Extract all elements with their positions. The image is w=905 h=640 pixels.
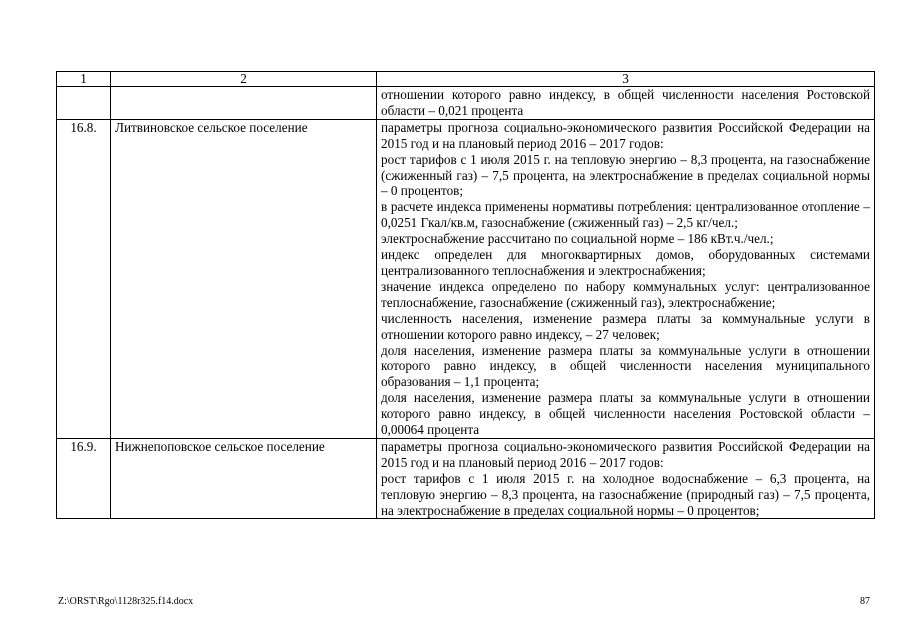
description-paragraph: в расчете индекса применены нормативы потребления: централизованное отопление – 0,0251 Гкал/кв.м, газоснабжение (сжиженный газ) – 2,5 кг/чел.; xyxy=(381,199,870,231)
footer-file-path: Z:\ORST\Rgo\1128r325.f14.docx xyxy=(58,596,194,607)
description-paragraph: параметры прогноза социально-экономического развития Российской Федерации на 2015 год и на плановый период 2016 – 2017 годов: xyxy=(381,119,870,151)
row-number xyxy=(57,87,111,120)
table-header-row xyxy=(57,72,875,87)
header-cell-1: 1 xyxy=(57,72,111,87)
row-description xyxy=(377,119,875,438)
table-row-continuation xyxy=(57,87,875,120)
description-paragraph: доля населения, изменение размера платы за коммунальные услуги в отношении которого равно индексу, в общей численности населения муниципального образования – 1,1 процента; xyxy=(381,342,870,390)
table-row-16-8 xyxy=(57,119,875,438)
row-name: Нижнепоповское сельское поселение xyxy=(111,438,377,519)
description-paragraph: электроснабжение рассчитано по социальной норме – 186 кВт.ч./чел.; xyxy=(381,231,774,247)
description-paragraph: доля населения, изменение размера платы за коммунальные услуги в отношении которого равно индексу, в общей численности населения Ростовской области – 0,00064 процента xyxy=(381,390,870,438)
header-cell-2: 2 xyxy=(111,72,377,87)
data-table xyxy=(56,71,875,519)
description-paragraph: рост тарифов с 1 июля 2015 г. на холодное водоснабжение – 6,3 процента, на тепловую энергию – 8,3 процента, на газоснабжение (природный газ) – 7,5 процента, на электроснабжение в пределах социальной нормы – 0 процентов; xyxy=(381,470,870,518)
description-paragraph: значение индекса определено по набору коммунальных услуг: централизованное теплоснабжение, газоснабжение (сжиженный газ), электроснабжение; xyxy=(381,278,870,310)
description-paragraph: отношении которого равно индексу, в общей численности населения Ростовской области – 0,021 процента xyxy=(381,87,870,118)
header-cell-3: 3 xyxy=(377,72,875,87)
row-name xyxy=(111,87,377,120)
footer-page-number: 87 xyxy=(860,596,870,607)
row-name: Литвиновское сельское поселение xyxy=(111,119,377,438)
row-number: 16.8. xyxy=(57,119,111,438)
table-row-16-9 xyxy=(57,438,875,519)
row-number: 16.9. xyxy=(57,438,111,519)
row-description xyxy=(377,87,875,120)
description-paragraph: рост тарифов с 1 июля 2015 г. на тепловую энергию – 8,3 процента, на газоснабжение (сжиженный газ) – 7,5 процента, на электроснабжение в пределах социальной нормы – 0 процентов; xyxy=(381,151,870,199)
row-description xyxy=(377,438,875,519)
description-paragraph: индекс определен для многоквартирных домов, оборудованных системами централизованного теплоснабжения и электроснабжения; xyxy=(381,247,870,278)
description-paragraph: параметры прогноза социально-экономического развития Российской Федерации на 2015 год и на плановый период 2016 – 2017 годов: xyxy=(381,438,870,470)
description-paragraph: численность населения, изменение размера платы за коммунальные услуги в отношении которого равно индексу, – 27 человек; xyxy=(381,310,870,342)
